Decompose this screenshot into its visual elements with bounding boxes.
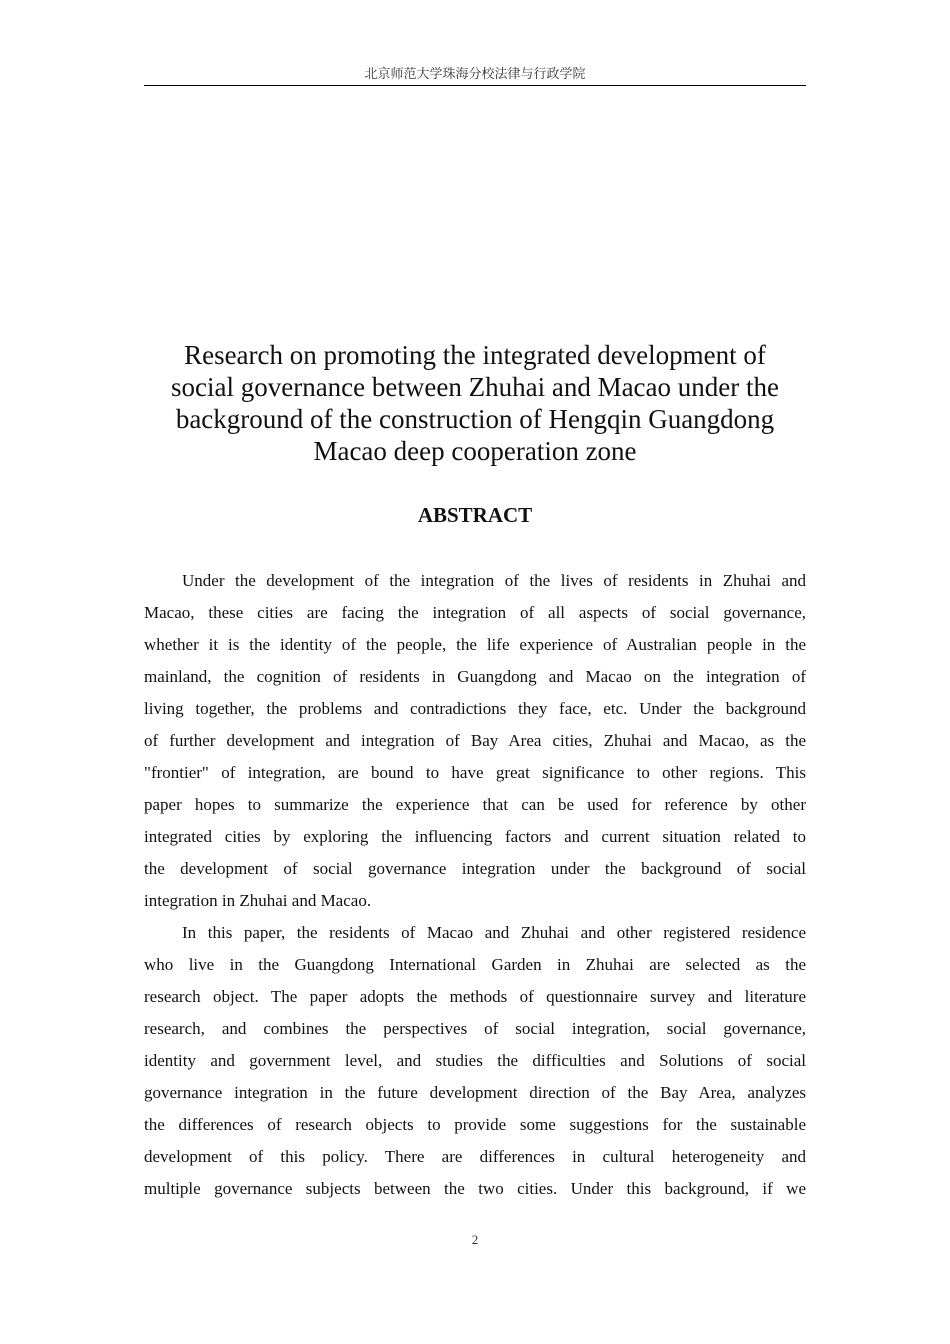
text-line: research object. The paper adopts the methods of questionnaire survey and literature [144,987,806,1006]
text-line: integration in Zhuhai and Macao. [144,891,372,910]
text-line: identity and government level, and studies the difficulties and Solutions of social [144,1051,806,1070]
text-line: of further development and integration of Bay Area cities, Zhuhai and Macao, as the [144,731,806,750]
title-line: Macao deep cooperation zone [313,436,637,466]
text-line: Under the development of the integration of the lives of residents in Zhuhai and [182,571,806,590]
text-line: Macao, these cities are facing the integration of all aspects of social governance, [144,603,806,622]
title-line: social governance between Zhuhai and Macao under the [171,372,779,402]
text-line: research, and combines the perspectives of social integration, social governance, [144,1019,806,1038]
header-rule [144,85,806,86]
abstract-paragraph [144,917,806,1205]
text-line: integrated cities by exploring the influencing factors and current situation related to [144,827,806,846]
text-line: the differences of research objects to provide some suggestions for the sustainable [144,1115,806,1134]
text-line: "frontier" of integration, are bound to have great significance to other regions. This [144,763,806,782]
text-line: living together, the problems and contradictions they face, etc. Under the background [144,699,806,718]
text-line: who live in the Guangdong International Garden in Zhuhai are selected as the [144,955,806,974]
abstract-heading: ABSTRACT [417,503,533,527]
running-header: 北京师范大学珠海分校法律与行政学院 [364,67,586,82]
text-line: paper hopes to summarize the experience that can be used for reference by other [144,795,806,814]
text-line: mainland, the cognition of residents in Guangdong and Macao on the integration of [144,667,806,686]
text-line: multiple governance subjects between the two cities. Under this background, if we [144,1179,806,1198]
text-line: governance integration in the future development direction of the Bay Area, analyzes [144,1083,806,1102]
abstract-paragraph [144,565,806,917]
text-line: development of this policy. There are differences in cultural heterogeneity and [144,1147,806,1166]
paper-title [144,339,806,467]
text-line: the development of social governance integration under the background of social [144,859,806,878]
title-line: background of the construction of Hengqin Guangdong [175,404,775,434]
page-number: 2 [471,1232,479,1247]
text-line: In this paper, the residents of Macao and Zhuhai and other registered residence [182,923,806,942]
title-line: Research on promoting the integrated development of [184,340,766,370]
text-line: whether it is the identity of the people, the life experience of Australian people in the [144,635,806,654]
abstract-body [144,565,806,1205]
